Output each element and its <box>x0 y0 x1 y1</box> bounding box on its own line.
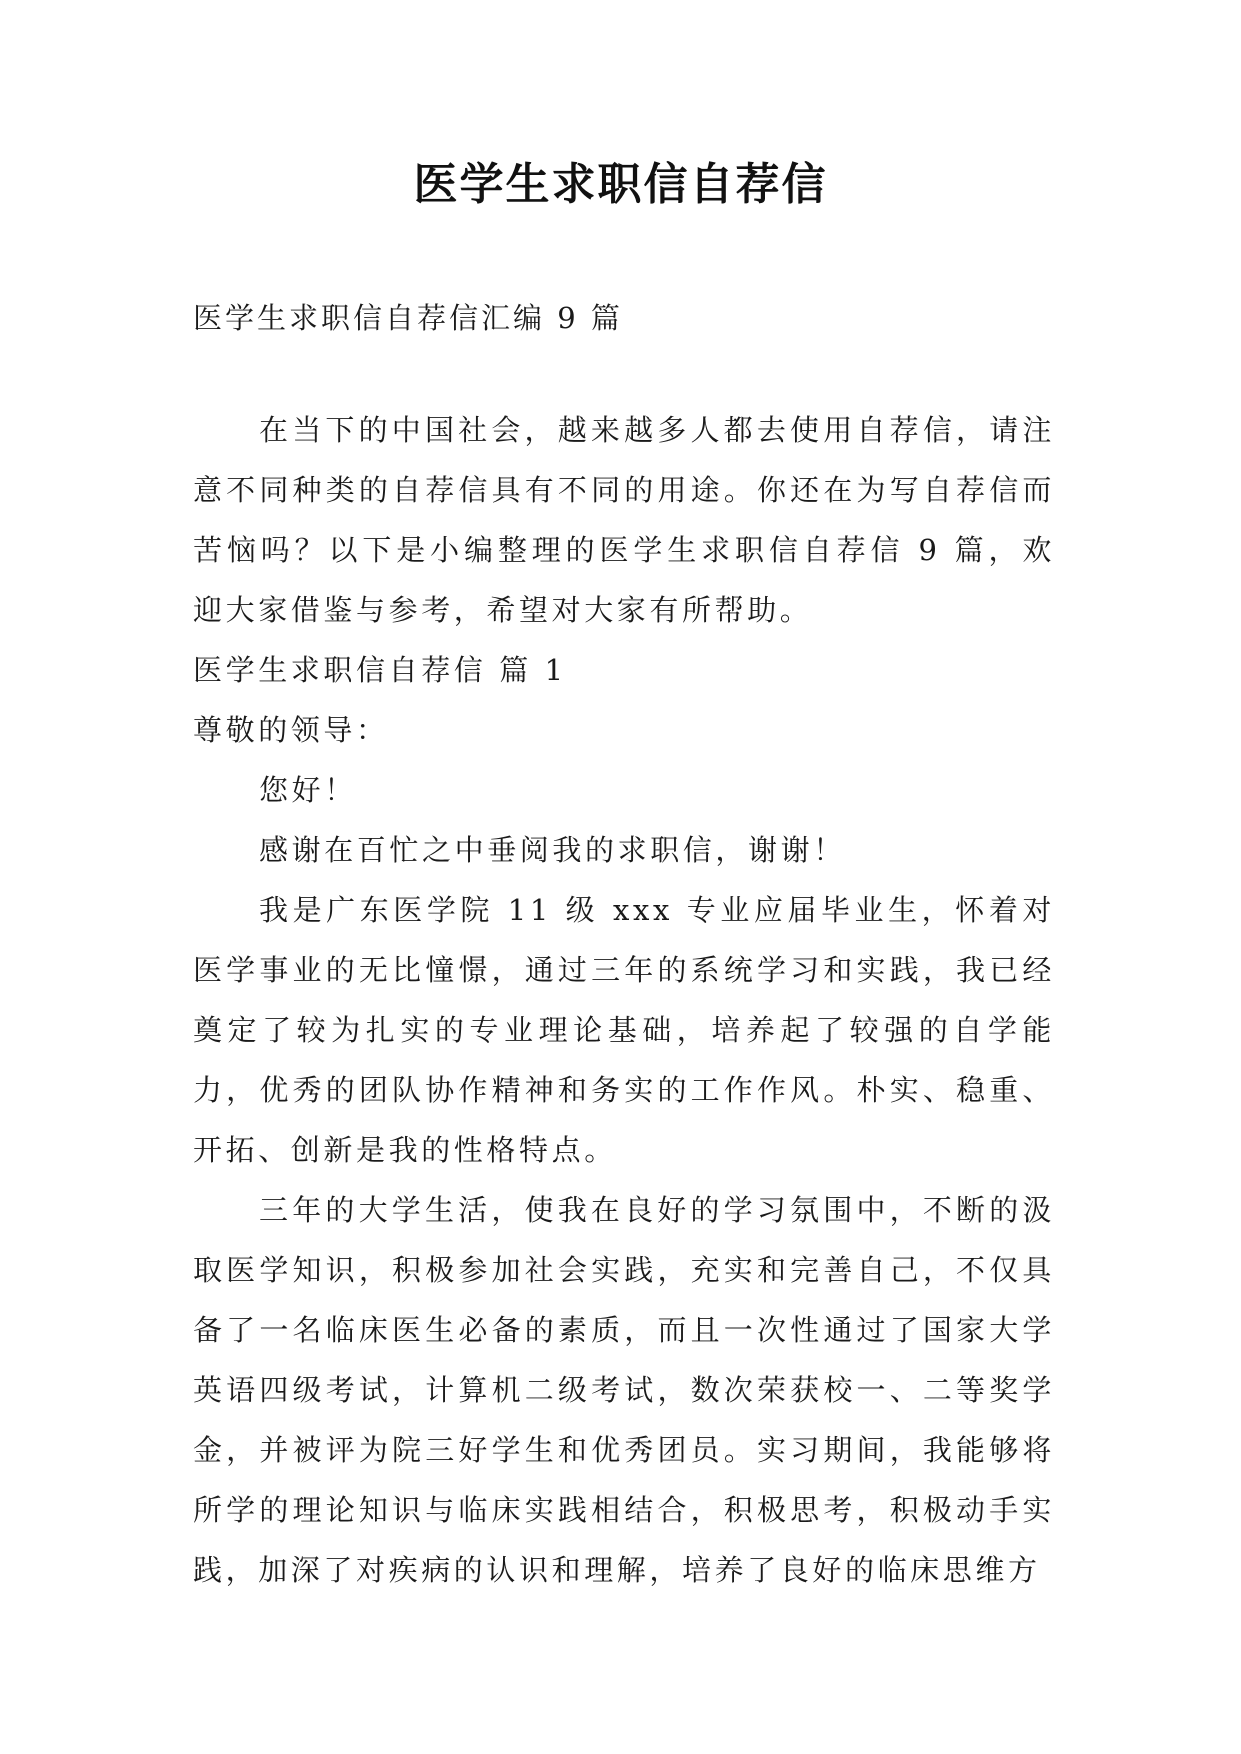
document-body <box>193 290 1055 1600</box>
document-title: 医学生求职信自荐信 <box>413 159 828 210</box>
thanks-line: 感谢在百忙之中垂阅我的求职信，谢谢！ <box>259 833 846 867</box>
greeting: 您好！ <box>259 773 357 807</box>
document-subtitle: 医学生求职信自荐信汇编 9 篇 <box>193 301 623 335</box>
section-heading: 医学生求职信自荐信 篇 1 <box>193 653 567 687</box>
body-paragraph-1: 我是广东医学院 11 级 xxx 专业应届毕业生，怀着对医学事业的无比憧憬，通过三年的系统学习和实践，我已经奠定了较为扎实的专业理论基础，培养起了较强的自学能力，优秀的团队协作精神和务实的工作作风。朴实、稳重、开拓、创新是我的性格特点。 <box>193 893 1055 1167</box>
salutation: 尊敬的领导： <box>193 713 389 747</box>
body-paragraph-2: 三年的大学生活，使我在良好的学习氛围中，不断的汲取医学知识，积极参加社会实践，充实和完善自己，不仅具备了一名临床医生必备的素质，而且一次性通过了国家大学英语四级考试，计算机二级考试，数次荣获校一、二等奖学金，并被评为院三好学生和优秀团员。实习期间，我能够将所学的理论知识与临床实践相结合，积极思考，积极动手实践，加深了对疾病的认识和理解，培养了良好的临床思维方 <box>193 1193 1055 1587</box>
intro-paragraph: 在当下的中国社会，越来越多人都去使用自荐信，请注意不同种类的自荐信具有不同的用途。你还在为写自荐信而苦恼吗？以下是小编整理的医学生求职信自荐信 9 篇，欢迎大家借鉴与参考，希望对大家有所帮助。 <box>193 413 1055 627</box>
